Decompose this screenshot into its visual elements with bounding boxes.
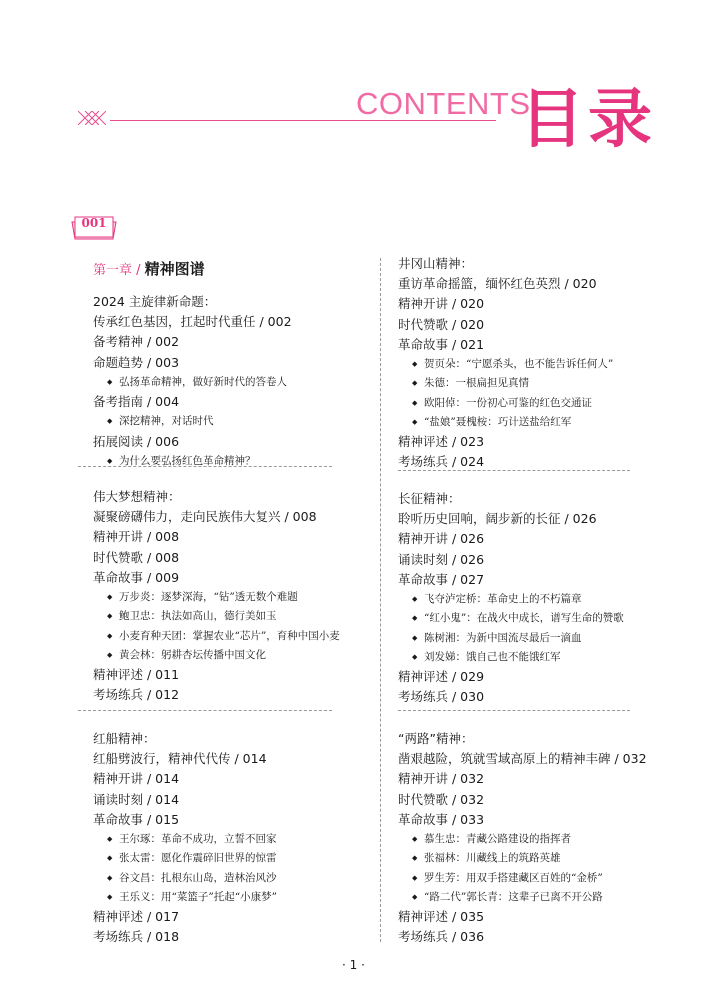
toc-entry: 时代赞歌 / 008 — [93, 549, 180, 565]
chapter-title: 精神图谱 — [144, 260, 205, 278]
toc-sub-entry: ◆ 为什么要弘扬红色革命精神？ — [93, 452, 292, 471]
toc-entry: 考场练兵 / 036 — [398, 929, 485, 945]
chapter-number: 001 — [81, 216, 107, 230]
toc-entry: 精神开讲 / 026 — [398, 531, 485, 547]
cross-pattern-icon — [78, 111, 106, 125]
toc-sub-entry: ◆ 谷文昌：扎根东山岛，造林治风沙 — [93, 869, 277, 888]
section-title: 2024 主旋律新命题： — [93, 294, 217, 309]
toc-entry: 重访革命摇篮，缅怀红色英烈 / 020 — [398, 276, 597, 292]
toc-entry: 备考精神 / 002 — [93, 334, 180, 350]
chapter-label: 第一章 / — [93, 263, 141, 278]
toc-sub-entry: ◆ 万步炎：逐梦深海，“钻”透无数个难题 — [93, 588, 340, 607]
toc-entry: 凝聚磅礴伟力，走向民族伟大复兴 / 008 — [93, 509, 317, 525]
page-title: 目录 — [520, 83, 656, 157]
toc-entry: 拓展阅读 / 006 — [93, 433, 180, 449]
toc-sub-entry: ◆ 弘扬革命精神，做好新时代的答卷人 — [93, 373, 292, 392]
toc-entry: 革命故事 / 009 — [93, 569, 180, 585]
section-title: 红船精神： — [93, 731, 156, 746]
toc-sub-entry: ◆ 小麦育种天团：掌握农业“芯片”，育种中国小麦 — [93, 627, 340, 646]
toc-entry: 革命故事 / 015 — [93, 811, 180, 827]
toc-entry: 精神开讲 / 014 — [93, 771, 180, 787]
section-divider — [398, 710, 630, 711]
toc-sub-entry: ◆ 飞夺泸定桥：革命史上的不朽篇章 — [398, 590, 624, 609]
toc-entry: 革命故事 / 021 — [398, 336, 485, 352]
toc-entry: 红船劈波行，精神代代传 / 014 — [93, 751, 267, 767]
page-number: · 1 · — [342, 958, 365, 972]
toc-sub-entry: ◆ 慕生忠：青藏公路建设的指挥者 — [398, 830, 647, 849]
column-divider — [380, 258, 382, 942]
toc-entry: 精神评述 / 017 — [93, 909, 180, 925]
toc-sub-entry: ◆ 深挖精神，对话时代 — [93, 412, 292, 431]
toc-entry: 聆听历史回响，阔步新的长征 / 026 — [398, 511, 597, 527]
section-title: “两路”精神： — [398, 731, 474, 746]
toc-section — [93, 729, 277, 948]
toc-sub-entry: ◆ “路二代”郭长青：这辈子已离不开公路 — [398, 888, 647, 907]
toc-entry: 考场练兵 / 030 — [398, 689, 485, 705]
toc-section — [398, 254, 613, 473]
toc-sub-entry: ◆ 陈树湘：为新中国流尽最后一滴血 — [398, 629, 624, 648]
toc-entry: 精神开讲 / 008 — [93, 529, 180, 545]
toc-sub-entry: ◆ 王乐义：用“菜篮子”托起“小康梦” — [93, 888, 277, 907]
toc-section — [398, 729, 647, 948]
toc-sub-entry: ◆ 朱德：一根扁担见真情 — [398, 374, 613, 393]
toc-entry: 凿艰越险，筑就雪域高原上的精神丰碑 / 032 — [398, 751, 647, 767]
toc-entry: 精神评述 / 029 — [398, 669, 485, 685]
toc-sub-entry: ◆ “红小鬼”：在战火中成长，谱写生命的赞歌 — [398, 609, 624, 628]
toc-sub-entry: ◆ 王尔琢：革命不成功，立誓不回家 — [93, 830, 277, 849]
toc-sub-entry: ◆ 黄会林：躬耕杏坛传播中国文化 — [93, 646, 340, 665]
toc-entry: 革命故事 / 027 — [398, 571, 485, 587]
section-title: 井冈山精神： — [398, 256, 474, 271]
toc-section — [398, 489, 624, 708]
toc-entry: 传承红色基因，扛起时代重任 / 002 — [93, 314, 292, 330]
toc-sub-entry: ◆ 欧阳倬：一份初心可鉴的红色交通证 — [398, 394, 613, 413]
toc-entry: 精神开讲 / 032 — [398, 771, 485, 787]
contents-heading: CONTENTS — [356, 86, 531, 121]
toc-entry: 时代赞歌 / 020 — [398, 316, 485, 332]
toc-entry: 时代赞歌 / 032 — [398, 791, 485, 807]
toc-entry: 精神开讲 / 020 — [398, 296, 485, 312]
section-divider — [78, 710, 332, 711]
section-title: 伟大梦想精神： — [93, 489, 181, 504]
toc-entry: 精神评述 / 035 — [398, 909, 485, 925]
toc-section — [93, 487, 340, 706]
toc-entry: 备考指南 / 004 — [93, 394, 180, 410]
chapter-heading — [93, 258, 205, 282]
toc-entry: 精神评述 / 011 — [93, 667, 180, 683]
toc-entry: 考场练兵 / 012 — [93, 687, 180, 703]
toc-entry: 命题趋势 / 003 — [93, 354, 180, 370]
toc-sub-entry: ◆ “盐娘”聂槐桉：巧计送盐给红军 — [398, 413, 613, 432]
toc-sub-entry: ◆ 刘发娣：饿自己也不能饿红军 — [398, 648, 624, 667]
section-title: 长征精神： — [398, 491, 461, 506]
toc-entry: 诵读时刻 / 026 — [398, 551, 485, 567]
toc-entry: 精神评述 / 023 — [398, 434, 485, 450]
toc-sub-entry: ◆ 贺页朵：“宁愿杀头，也不能告诉任何人” — [398, 355, 613, 374]
toc-sub-entry: ◆ 张福林：川藏线上的筑路英雄 — [398, 849, 647, 868]
toc-sub-entry: ◆ 罗生芳：用双手搭建藏区百姓的“金桥” — [398, 869, 647, 888]
toc-entry: 考场练兵 / 018 — [93, 929, 180, 945]
toc-section — [93, 292, 292, 471]
toc-sub-entry: ◆ 张太雷：愿化作震碎旧世界的惊雷 — [93, 849, 277, 868]
toc-entry: 诵读时刻 / 014 — [93, 791, 180, 807]
toc-entry: 考场练兵 / 024 — [398, 454, 485, 470]
toc-sub-entry: ◆ 鲍卫忠：执法如高山，德行美如玉 — [93, 607, 340, 626]
toc-entry: 革命故事 / 033 — [398, 811, 485, 827]
